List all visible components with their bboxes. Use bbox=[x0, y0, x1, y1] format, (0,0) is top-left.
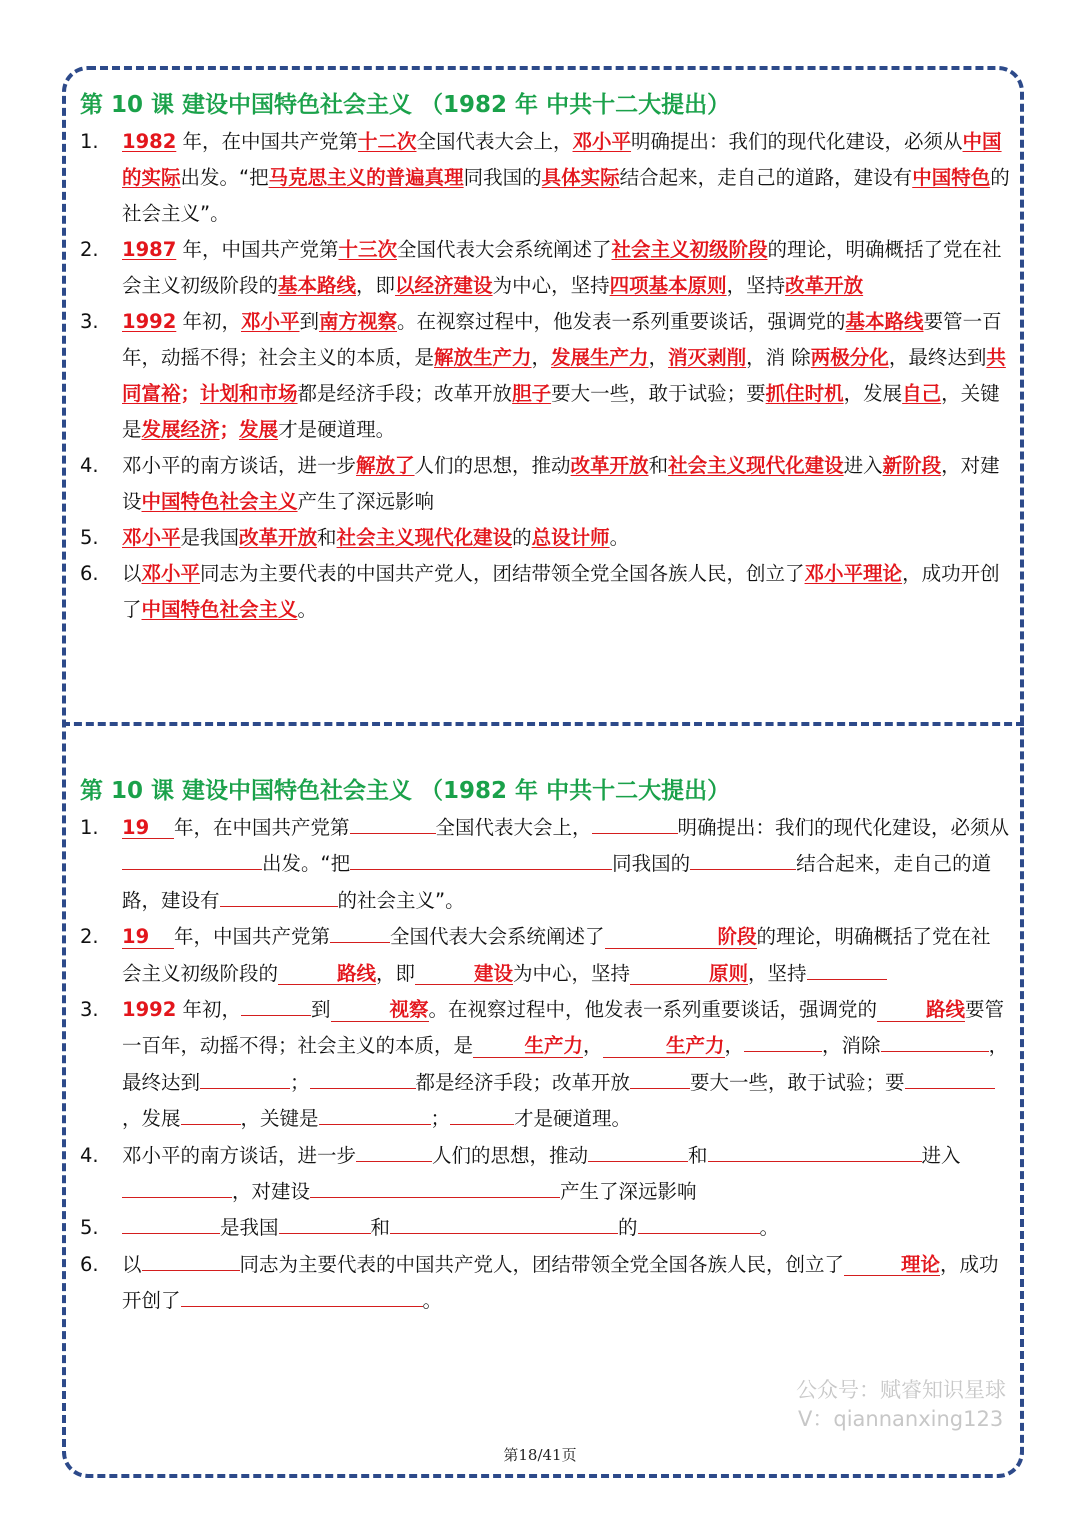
item-text: 的理论，明确概括了党在社会主义初级阶段的 bbox=[122, 238, 1002, 297]
keyword-text: 以经济建设 bbox=[395, 274, 493, 297]
answer-blank bbox=[181, 1286, 423, 1307]
keyword-text: 总设计师 bbox=[531, 526, 610, 549]
item-text: ，关键是 bbox=[240, 1107, 319, 1131]
answer-blank: 生产力 bbox=[473, 1036, 583, 1057]
keyword-text: 十二次 bbox=[357, 130, 417, 153]
blank-item-5 bbox=[80, 1210, 1010, 1246]
keyword-text: 1982 bbox=[122, 130, 177, 153]
keyword-text: 邓小平 bbox=[572, 130, 632, 153]
answer-blank bbox=[905, 1067, 995, 1088]
watermark-line-2: V：qiannanxing123 bbox=[798, 1407, 1004, 1431]
answer-blank bbox=[630, 1067, 690, 1088]
answer-blank bbox=[279, 1213, 371, 1234]
item-text: 同志为主要代表的中国共产党人，团结带领全党全国各族人民，创立了 bbox=[239, 1252, 845, 1276]
item-number: 1. bbox=[80, 816, 99, 839]
item-text: 和 bbox=[317, 526, 337, 549]
answer-blank bbox=[744, 1031, 822, 1052]
answer-blank bbox=[350, 849, 612, 870]
blank-section-title: 第 10 课 建设中国特色社会主义 （1982 年 中共十二大提出） bbox=[80, 778, 731, 804]
item-text: ； bbox=[180, 382, 201, 405]
keyword-text: 发展经济 bbox=[141, 418, 220, 441]
answer-item-2 bbox=[80, 232, 1010, 304]
item-text: ，成功开创了 bbox=[122, 562, 1000, 621]
item-text: ，最终达到 bbox=[888, 346, 987, 369]
answer-blank: 视察 bbox=[331, 1000, 429, 1021]
item-number: 2. bbox=[80, 238, 99, 261]
item-text: 是我国 bbox=[220, 1216, 279, 1240]
answer-blank bbox=[330, 922, 390, 943]
blank-item-2 bbox=[80, 919, 1010, 992]
item-number: 2. bbox=[80, 925, 99, 949]
item-text: 产生了深远影响 bbox=[297, 490, 435, 513]
answer-blank bbox=[122, 1213, 220, 1234]
item-number: 1. bbox=[80, 130, 99, 153]
item-text: ，消除 bbox=[822, 1034, 881, 1058]
keyword-text: 计划和市场 bbox=[200, 382, 298, 405]
item-text: 全国代表大会上， bbox=[435, 816, 592, 839]
answer-blank: 19 bbox=[122, 818, 174, 839]
item-text: 年初， bbox=[176, 310, 241, 333]
item-text: 的社会主义”。 bbox=[337, 888, 465, 912]
answer-item-4 bbox=[80, 448, 1010, 520]
item-text: ； bbox=[430, 1107, 451, 1131]
answer-blank bbox=[220, 885, 338, 906]
item-text: 同志为主要代表的中国共产党人，团结带领全党全国各族人民，创立了 bbox=[200, 562, 805, 585]
item-text: 以 bbox=[122, 1252, 142, 1276]
answer-section-title: 第 10 课 建设中国特色社会主义 （1982 年 中共十二大提出） bbox=[80, 92, 731, 118]
keyword-text: 两极分化 bbox=[810, 346, 889, 369]
keyword-text: 邓小平 bbox=[122, 526, 181, 549]
item-text: 年，在中国共产党第 bbox=[176, 130, 358, 153]
blank-section bbox=[80, 772, 1010, 1320]
item-text: 进入 bbox=[843, 454, 883, 477]
item-text: 和 bbox=[370, 1216, 391, 1240]
item-text: 明确提出：我们的现代化建设，必须从 bbox=[677, 816, 1010, 839]
keyword-text: 解放生产力 bbox=[434, 346, 532, 369]
answer-blank bbox=[310, 1177, 560, 1198]
answer-blank bbox=[200, 1067, 290, 1088]
item-text: 为中心，坚持 bbox=[492, 274, 610, 297]
item-text: 的社会主义”。 bbox=[122, 166, 1010, 225]
item-text: ，坚持 bbox=[726, 274, 786, 297]
item-text: 到 bbox=[310, 998, 331, 1022]
item-text: ，即 bbox=[376, 961, 416, 985]
item-number: 5. bbox=[80, 526, 99, 549]
answer-section bbox=[80, 86, 1010, 628]
item-text: 全国代表大会系统阐述了 bbox=[390, 925, 605, 949]
keyword-text: 中国特色社会主义 bbox=[141, 490, 298, 513]
keyword-text: 邓小平理论 bbox=[804, 562, 903, 585]
section-divider bbox=[62, 722, 1024, 726]
item-text: ，成功开创了 bbox=[122, 1252, 999, 1313]
item-text: 。在视察过程中，他发表一系列重要谈话，强调党的 bbox=[397, 310, 846, 333]
blank-item-1 bbox=[80, 810, 1010, 919]
item-text: 邓小平的南方谈话，进一步 bbox=[122, 1143, 357, 1167]
answer-blank bbox=[708, 1140, 922, 1161]
item-text: 年初， bbox=[176, 998, 241, 1022]
answer-blank: 路线 bbox=[278, 964, 376, 985]
answer-blank: 19 bbox=[122, 927, 174, 948]
keyword-text: 邓小平 bbox=[141, 562, 201, 585]
blank-item-4 bbox=[80, 1138, 1010, 1211]
answer-blank bbox=[181, 1104, 241, 1125]
watermark-line-1: 公众号：赋睿知识星球 bbox=[796, 1378, 1006, 1402]
keyword-text: 社会主义现代化建设 bbox=[668, 454, 844, 477]
item-text: 同我国的 bbox=[463, 166, 542, 189]
answer-blank bbox=[638, 1213, 760, 1234]
item-text: 的理论，明确概括了党在社会主义初级阶段的 bbox=[122, 925, 991, 985]
item-text: 进入 bbox=[921, 1143, 961, 1167]
item-number: 3. bbox=[80, 310, 99, 333]
answer-item-3 bbox=[80, 304, 1010, 448]
answer-blank: 路线 bbox=[877, 1000, 965, 1021]
item-text: 才是硬道理。 bbox=[278, 418, 396, 441]
keyword-text: 消灭剥削 bbox=[668, 346, 747, 369]
keyword-text: 1992 bbox=[122, 310, 177, 333]
item-text: ，发展 bbox=[122, 1107, 181, 1131]
keyword-text: 社会主义现代化建设 bbox=[336, 526, 513, 549]
item-text: 明确提出：我们的现代化建设，必须从 bbox=[631, 130, 963, 153]
item-text: 要大一些，敢于试验；要 bbox=[690, 1070, 905, 1094]
item-text: 同我国的 bbox=[612, 852, 691, 876]
answer-blank: 建设 bbox=[415, 964, 513, 985]
watermark bbox=[796, 1376, 1006, 1434]
item-text: ，发展 bbox=[843, 382, 903, 405]
answer-blank bbox=[690, 849, 796, 870]
item-text: ， bbox=[724, 1034, 745, 1058]
item-text: 1992 bbox=[122, 998, 177, 1022]
item-text: ， bbox=[583, 1034, 603, 1058]
keyword-text: 胆子 bbox=[512, 382, 552, 405]
item-text: 人们的思想，推动 bbox=[432, 1143, 589, 1167]
item-text: 年，中国共产党第 bbox=[176, 238, 339, 261]
answer-blank bbox=[142, 1249, 240, 1270]
keyword-text: 邓小平 bbox=[240, 310, 300, 333]
item-text: ，消 除 bbox=[746, 346, 811, 369]
answer-item-6 bbox=[80, 556, 1010, 628]
item-text: 要大一些，敢于试验；要 bbox=[551, 382, 766, 405]
keyword-text: 抓住时机 bbox=[765, 382, 844, 405]
item-text: 人们的思想，推动 bbox=[414, 454, 571, 477]
item-text: 。 bbox=[609, 526, 630, 549]
answer-item-1 bbox=[80, 124, 1010, 232]
item-text: 都是经济手段；改革开放 bbox=[297, 382, 513, 405]
item-number: 6. bbox=[80, 1252, 99, 1276]
keyword-text: 改革开放 bbox=[239, 526, 318, 549]
item-text: 年，在中国共产党第 bbox=[174, 816, 350, 839]
answer-item-5 bbox=[80, 520, 1010, 556]
item-text: 出发。“把 bbox=[180, 166, 269, 189]
item-number: 4. bbox=[80, 1143, 99, 1167]
item-text: 的 bbox=[618, 1216, 638, 1240]
blank-item-3 bbox=[80, 992, 1010, 1138]
item-text: 出发。“把 bbox=[262, 852, 351, 876]
keyword-text: 发展 bbox=[239, 418, 279, 441]
answer-blank bbox=[807, 958, 887, 979]
item-number: 5. bbox=[80, 1216, 99, 1240]
keyword-text: 新阶段 bbox=[882, 454, 942, 477]
item-text: ， bbox=[648, 346, 669, 369]
keyword-text: 马克思主义的普遍真理 bbox=[268, 166, 464, 189]
answer-blank: 阶段 bbox=[605, 927, 757, 948]
item-text: 和 bbox=[648, 454, 669, 477]
item-text: ，最终达到 bbox=[122, 1034, 1009, 1094]
answer-blank: 原则 bbox=[630, 964, 748, 985]
item-text: ，即 bbox=[356, 274, 396, 297]
answer-blank bbox=[319, 1104, 431, 1125]
answer-blank bbox=[592, 813, 678, 834]
keyword-text: 社会主义初级阶段 bbox=[611, 238, 768, 261]
item-text: 的 bbox=[512, 526, 532, 549]
keyword-text: 1987 bbox=[122, 238, 177, 261]
item-text: 邓小平的南方谈话，进一步 bbox=[122, 454, 357, 477]
answer-blank: 理论 bbox=[844, 1255, 940, 1276]
answer-blank bbox=[390, 1213, 618, 1234]
answer-blank: 生产力 bbox=[603, 1036, 725, 1057]
item-text: 以 bbox=[122, 562, 142, 585]
item-text: 为中心，坚持 bbox=[513, 961, 631, 985]
item-text: 。 bbox=[422, 1289, 443, 1313]
item-text: 都是经济手段；改革开放 bbox=[415, 1070, 631, 1094]
item-text: 到 bbox=[299, 310, 320, 333]
item-text: 要管一百年，动摇不得；社会主义的本质，是 bbox=[122, 310, 1002, 369]
item-text: 才是硬道理。 bbox=[514, 1107, 632, 1131]
keyword-text: 南方视察 bbox=[319, 310, 398, 333]
keyword-text: 中国特色 bbox=[912, 166, 991, 189]
keyword-text: 十三次 bbox=[338, 238, 397, 261]
keyword-text: 自己 bbox=[902, 382, 942, 405]
keyword-text: 中国的实际 bbox=[122, 130, 1002, 189]
keyword-text: 改革开放 bbox=[785, 274, 864, 297]
item-number: 6. bbox=[80, 562, 99, 585]
item-text: 。在视察过程中，他发表一系列重要谈话，强调党的 bbox=[428, 998, 878, 1022]
answer-blank bbox=[450, 1104, 514, 1125]
keyword-text: 共同富裕 bbox=[122, 346, 1006, 405]
page-number: 第18/41页 bbox=[503, 1446, 577, 1464]
item-text: ，关键是 bbox=[122, 382, 1000, 441]
answer-blank bbox=[588, 1140, 688, 1161]
item-text: 。 bbox=[297, 598, 318, 621]
item-text: ，坚持 bbox=[748, 961, 807, 985]
keyword-text: 改革开放 bbox=[570, 454, 649, 477]
keyword-text: 四项基本原则 bbox=[609, 274, 727, 297]
item-text: 全国代表大会系统阐述了 bbox=[397, 238, 612, 261]
item-text: ； bbox=[219, 418, 240, 441]
keyword-text: 基本路线 bbox=[278, 274, 357, 297]
item-text: ； bbox=[290, 1070, 310, 1094]
item-number: 4. bbox=[80, 454, 99, 477]
answer-blank bbox=[356, 1140, 432, 1161]
keyword-text: 发展生产力 bbox=[551, 346, 649, 369]
item-text: 和 bbox=[688, 1143, 708, 1167]
keyword-text: 中国特色社会主义 bbox=[141, 598, 298, 621]
answer-blank bbox=[881, 1031, 989, 1052]
item-text: 年，中国共产党第 bbox=[174, 925, 331, 949]
item-text: ，对建设 bbox=[232, 1180, 311, 1204]
item-text: 产生了深远影响 bbox=[560, 1180, 697, 1204]
item-text: 结合起来，走自己的道路，建设有 bbox=[619, 166, 913, 189]
item-number: 3. bbox=[80, 998, 99, 1022]
item-text: 。 bbox=[759, 1216, 780, 1240]
answer-blank bbox=[241, 995, 311, 1016]
item-text: 是我国 bbox=[180, 526, 240, 549]
item-text: ， bbox=[531, 346, 552, 369]
blank-item-6 bbox=[80, 1247, 1010, 1320]
keyword-text: 具体实际 bbox=[541, 166, 620, 189]
keyword-text: 基本路线 bbox=[845, 310, 924, 333]
answer-blank bbox=[122, 849, 262, 870]
answer-blank bbox=[310, 1067, 416, 1088]
answer-blank bbox=[122, 1177, 232, 1198]
item-text: 结合起来，走自己的道路，建设有 bbox=[122, 852, 992, 912]
answer-blank bbox=[350, 813, 436, 834]
item-text: 要管一百年，动摇不得；社会主义的本质，是 bbox=[122, 998, 1005, 1058]
item-text: ，对建设 bbox=[122, 454, 1000, 513]
keyword-text: 解放了 bbox=[356, 454, 415, 477]
item-text: 全国代表大会上， bbox=[416, 130, 573, 153]
